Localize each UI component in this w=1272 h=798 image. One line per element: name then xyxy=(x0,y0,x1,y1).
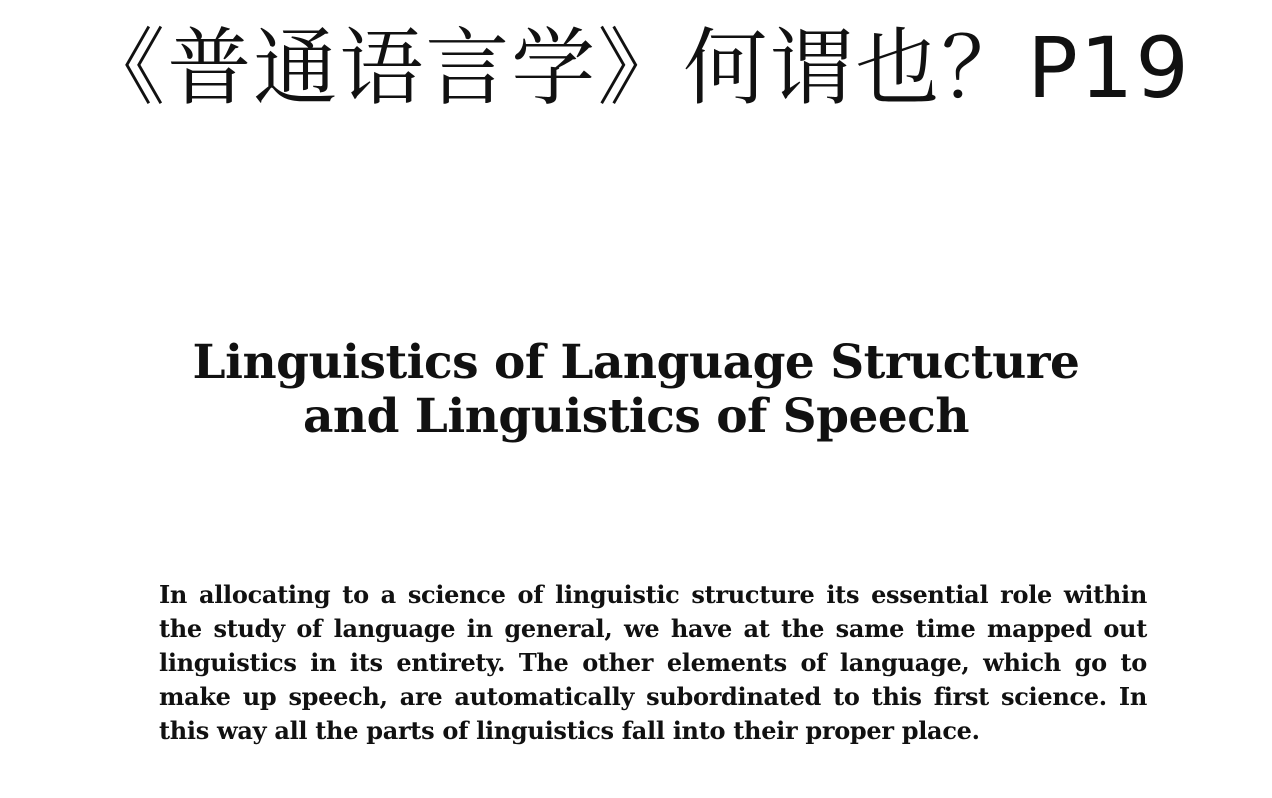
body-paragraph: In allocating to a science of linguistic structure its essential role within the study of language in general, we have at the same time mapped out linguistics in its entirety. The other elements of language, which go to make up speech, are automatically subordinated to this first science. In this way all the parts of linguistics fall into their proper place. xyxy=(159,580,1147,745)
page-title: 《普通语言学》何谓也？P19 xyxy=(81,19,1191,117)
section-heading-line-1: Linguistics of Language Structure xyxy=(192,335,1080,390)
section-heading xyxy=(0,336,1272,444)
section-heading-line-2: and Linguistics of Speech xyxy=(302,389,970,444)
